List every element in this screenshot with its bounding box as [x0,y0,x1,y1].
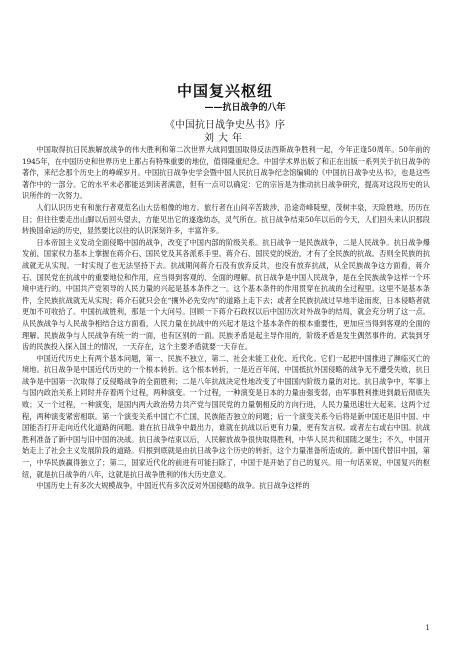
preface-title: 《中国抗日战争史丛书》序 [165,120,285,131]
page-number: 1 [425,624,430,632]
article-subtitle: ——抗日战争的八年 [204,103,286,113]
paragraph-4: 中国近代历史上有两个基本问题，第一、民族不独立，第二、社会未能工业化、近代化。它们一起把中国推进了濒临灭亡的境地。抗日战争是中国近代历史的一个根本转折。这个根本转折，一是近百年间，中国抵抗外国侵略的战争无不遭受失败，抗日战争是中国第一次取得了反侵略战争的全面胜利；二是八年抗战决定性地改变了中国国内阶级力量的对比。抗日战争中，军事上与国内政治关系上同时并存着两个过程，两种演变。一个过程，一种演变是日本的力量由强变弱，由军事胜利推进到最后彻底失败；又一个过程，一种演变，是国内两大政治势力共产党与国民党的力量朝相反的方向行进，人民力量迅速壮大起来。这两个过程，两种演变紧密相联。第一个演变关系中国亡不亡国，民族能否独立的问题；后一个演变关系今后将是新中国还是旧中国、中国能否打开走向近代化道路的问题。谁在抗日战争中最出力，谁就在抗战以后更有力量，更有发言权。或者左右或右中国。抗战胜利准备了新中国与旧中国的决战。抗日战争结束以后，人民解放战争很快取得胜利，中华人民共和国随之诞生；不久，中国开始走上了社会主义发展阶段的道路。归根到底就是由抗日战争这个历史的转折，这个力量准备所造成的。新中国代替旧中国，第一，中华民族赢得独立了；第二，国家近代化的前进有可能扫除了，中国于是开始了自己的复兴。用一句话来说，中国复兴的枢纽，就是抗日战争的八年，这就是抗日战争胜利的伟大历史意义。 [22,353,430,479]
author-name: 刘大年 [204,133,246,144]
paragraph-3: 日本帝国主义发动全面侵略中国的战争，改变了中国内部的阶级关系。抗日战争一是民族战争，二是人民战争。抗日战争爆发前，国家权力基本上掌握在蒋介石、国民党及其各派系手里。蒋介石、国民党的统治，才有了全民族的抗战。否则全民族的抗战就无从实现。一时实现了也无法坚持下去。抗战期间蒋介石没有放弃反共，也没有放弃抗战，从全民族战争这方面看，蒋介石、国民党在抗战中的重要地位和作用，应当得到客观的、全面的理解。抗日战争是中国人民战争，是在全民族战争这样一个环境中进行的。中国共产党领导的人民力量的兴起是基本条件之一。这个基本条件的作用贯穿在抗战的全过程里。这里不是基本条件，全民族抗战就无从实现；蒋介石就只会在“攘外必先安内”的道路上走下去；或者全民族抗战过早地半途而废，日本侵略者就更加不可收拾了。中国抗战胜利，那是一个大问号。回顾一下蒋介石政权以后中国历次对外战争的结局，就会充分明了这一点。从民族战争与人民战争相结合这方面看，人民力量在抗战中的兴起才是这个基本条件的根本重要性，更加应当得到客观的全面的理解。民族战争与人民战争有统一的一面，也有区别的一面。民族矛盾是起主导作用的，阶级矛盾是发生偶然事件的。武装到牙齿的民族投入探入国土的情况，一天存在，这个主要矛盾就要一天存在。 [22,237,430,352]
article-body [22,144,430,492]
paragraph-2: 人们认识历史有和旅行者观览名山大岳相像的地方。旅行者在山间辛苦跋涉，沿途奇峰陡壁，茂树丰泉，天险胜地，历历在目；但往往要走出山脚以后回头望去，方能见出它的遂逸幼态，灵气所在。抗日战争结束50年以后的今天，人们回头来认识那段转换国命运的历史，显然要比以往的认识深刻许多，丰富许多。 [22,202,430,236]
paragraph-5: 中国历史上有多次大规模战争，中国近代有多次反对外国侵略的战争。抗日战争这样的 [36,481,310,491]
article-title: 中国复兴枢纽 [176,82,273,100]
paragraph-1: 中国取得抗日民族解放战争的伟大胜利和第二次世界大战同盟国取得反法西斯战争胜利一起，今年正逢50周年。50年前的1945年，在中国历史和世界历史上都占有特殊重要的地位，值得隆重纪念。中国学术界出版了和正在出版一系列关于抗日战争的著作，来纪念那个历史上的峥嵘岁月。中国抗日战争史学会暨中国人民抗日战争纪念馆编辑的《中国抗日战争史丛书》，也是这些著作中的一部分。它的水平未必都能达到读者满意，但有一点可以确定：它的宗旨是为推动抗日战争研究，提高对这段历史的认识所作的一次努力。 [22,145,430,201]
